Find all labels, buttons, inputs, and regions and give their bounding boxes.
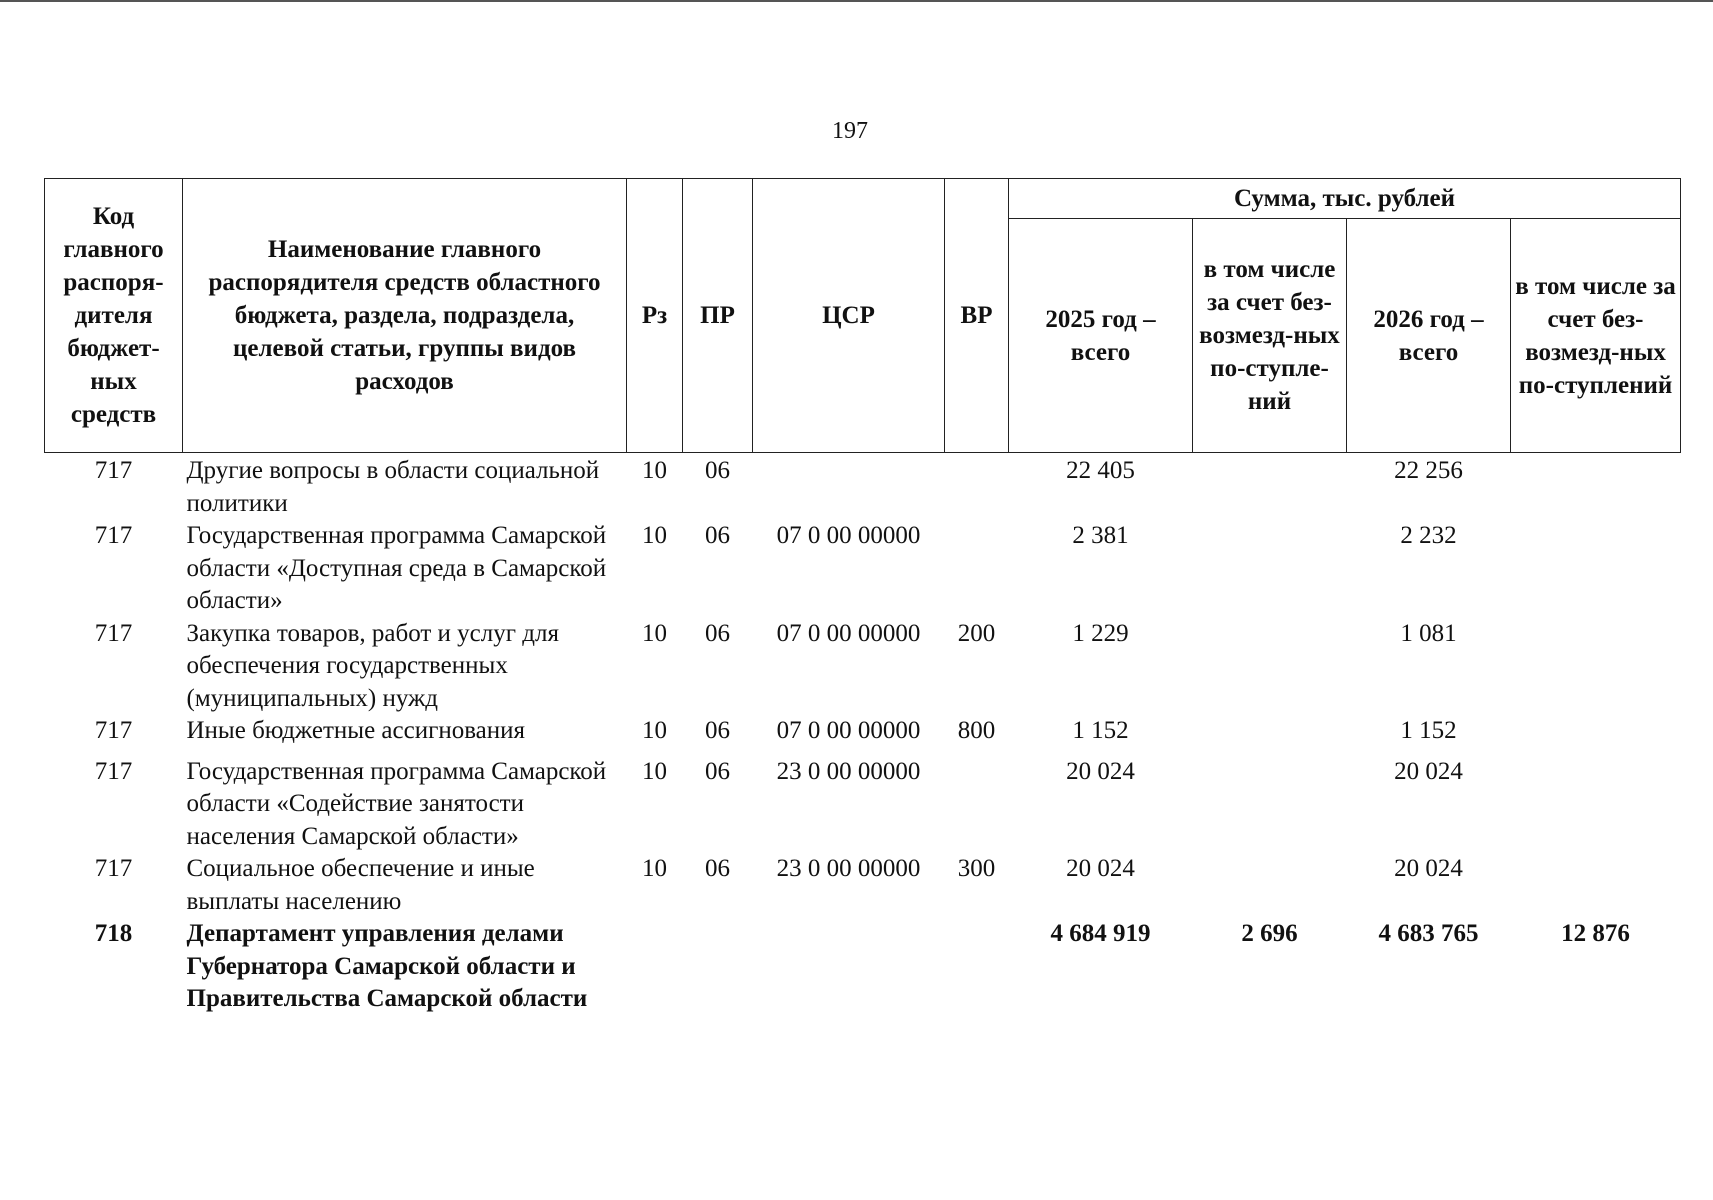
- cell-csr: [753, 918, 945, 1016]
- cell-pr: 06: [705, 457, 730, 484]
- cell-name: Закупка товаров, работ и услуг для обеспечения государственных (муниципальных) нужд: [186, 619, 559, 712]
- cell-total-2025: 20 024: [1066, 757, 1135, 785]
- header-name: Наименование главного распорядителя средств областного бюджета, раздела, подраздела, целевой статьи, группы видов расходов: [183, 179, 627, 453]
- budget-table: [44, 178, 1681, 1016]
- cell-code: 717: [94, 457, 133, 484]
- cell-free-2026: [1511, 748, 1681, 854]
- cell-rz: 10: [642, 717, 667, 744]
- cell-csr: 07 0 00 00000: [776, 717, 921, 744]
- header-free-2025: в том числе за счет без-возмезд-ных по-ступле-ний: [1193, 219, 1347, 453]
- header-rz: Рз: [627, 179, 683, 453]
- header-csr: ЦСР: [753, 179, 945, 453]
- cell-free-2025: [1193, 618, 1347, 716]
- cell-total-2026: 20 024: [1394, 757, 1463, 785]
- header-total-2025: 2025 год – всего: [1009, 219, 1193, 453]
- cell-rz: 10: [642, 522, 667, 549]
- cell-code: 718: [94, 920, 133, 947]
- cell-free-2026: 12 876: [1561, 920, 1630, 947]
- table-row: [45, 520, 1681, 618]
- header-vr: ВР: [945, 179, 1009, 453]
- cell-code: 717: [94, 619, 133, 647]
- cell-vr: [945, 918, 1009, 1016]
- cell-vr: [945, 453, 1009, 521]
- cell-total-2025: 2 381: [1072, 522, 1129, 549]
- cell-free-2026: [1511, 520, 1681, 618]
- cell-total-2026: 2 232: [1400, 522, 1457, 549]
- cell-csr: 23 0 00 00000: [776, 855, 921, 882]
- cell-total-2026: 22 256: [1394, 457, 1463, 484]
- cell-pr: 06: [705, 619, 730, 647]
- cell-rz: 10: [642, 855, 667, 882]
- cell-total-2025: 1 152: [1072, 717, 1129, 744]
- cell-total-2026: 1 152: [1400, 717, 1457, 744]
- cell-free-2025: 2 696: [1241, 920, 1298, 947]
- cell-pr: [683, 918, 753, 1016]
- cell-free-2025: [1193, 853, 1347, 918]
- cell-code: 717: [94, 757, 133, 785]
- cell-free-2025: [1193, 453, 1347, 521]
- header-free-2026: в том числе за счет без-возмезд-ных по-ступлений: [1511, 219, 1681, 453]
- table-row: [45, 748, 1681, 854]
- cell-name: Государственная программа Самарской области «Содействие занятости населения Самарской области»: [186, 757, 607, 850]
- table-row-department-total: [45, 918, 1681, 1016]
- table-row: [45, 618, 1681, 716]
- cell-csr: 23 0 00 00000: [776, 757, 921, 785]
- cell-total-2025: 1 229: [1072, 619, 1129, 647]
- cell-free-2025: [1193, 715, 1347, 748]
- cell-total-2025: 4 684 919: [1050, 920, 1151, 947]
- cell-total-2026: 1 081: [1400, 619, 1457, 647]
- cell-pr: 06: [705, 757, 730, 785]
- cell-rz: [627, 918, 683, 1016]
- cell-free-2026: [1511, 453, 1681, 521]
- cell-name: Иные бюджетные ассигнования: [186, 717, 526, 744]
- header-sum-group: Сумма, тыс. рублей: [1009, 179, 1681, 219]
- cell-free-2026: [1511, 715, 1681, 748]
- cell-rz: 10: [642, 757, 667, 785]
- header-total-2026: 2026 год – всего: [1347, 219, 1511, 453]
- table-row: [45, 853, 1681, 918]
- header-pr: ПР: [683, 179, 753, 453]
- cell-vr: [945, 748, 1009, 854]
- cell-csr: [753, 453, 945, 521]
- cell-total-2026: 20 024: [1394, 855, 1463, 882]
- cell-pr: 06: [705, 855, 730, 882]
- cell-vr: 200: [957, 619, 996, 647]
- cell-vr: [945, 520, 1009, 618]
- cell-code: 717: [94, 522, 133, 549]
- cell-total-2026: 4 683 765: [1378, 920, 1479, 947]
- cell-name: Департамент управления делами Губернатора Самарской области и Правительства Самарской области: [186, 920, 588, 1012]
- page-top-border: [0, 0, 1713, 2]
- cell-free-2026: [1511, 853, 1681, 918]
- cell-pr: 06: [705, 522, 730, 549]
- cell-free-2025: [1193, 520, 1347, 618]
- cell-vr: 800: [957, 717, 996, 744]
- cell-name: Государственная программа Самарской области «Доступная среда в Самарской области»: [186, 522, 607, 614]
- cell-code: 717: [94, 717, 133, 744]
- header-code: Код главного распоря-дителя бюджет-ных средств: [45, 179, 183, 453]
- cell-csr: 07 0 00 00000: [776, 619, 921, 647]
- cell-name: Социальное обеспечение и иные выплаты населению: [186, 855, 535, 915]
- cell-total-2025: 20 024: [1066, 855, 1135, 882]
- table-row: [45, 453, 1681, 521]
- cell-rz: 10: [642, 457, 667, 484]
- cell-csr: 07 0 00 00000: [776, 522, 921, 549]
- page-number: 197: [832, 118, 868, 144]
- cell-free-2026: [1511, 618, 1681, 716]
- cell-free-2025: [1193, 748, 1347, 854]
- cell-rz: 10: [642, 619, 667, 647]
- cell-vr: 300: [957, 855, 996, 882]
- cell-code: 717: [94, 855, 133, 882]
- cell-name: Другие вопросы в области социальной политики: [186, 457, 600, 517]
- cell-total-2025: 22 405: [1066, 457, 1135, 484]
- table-row: [45, 715, 1681, 748]
- cell-pr: 06: [705, 717, 730, 744]
